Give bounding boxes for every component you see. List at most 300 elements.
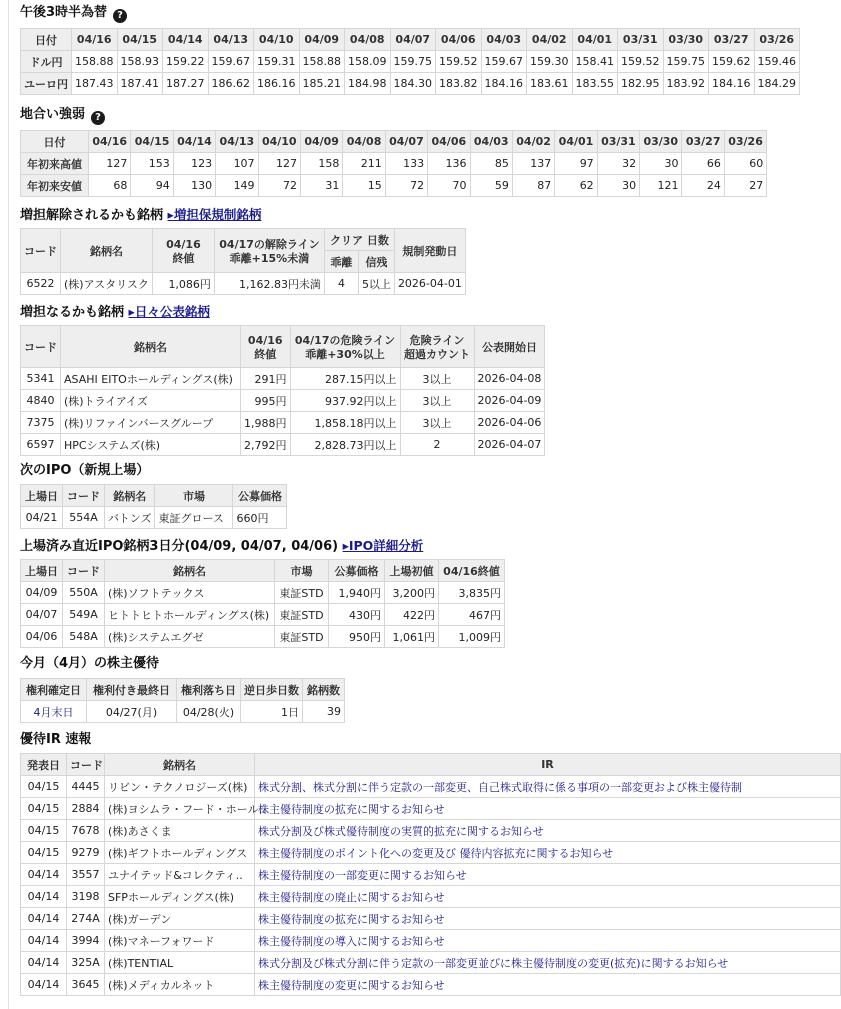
col-code: コード (63, 485, 105, 507)
danger-table (20, 325, 545, 456)
value-cell: 24 (682, 175, 724, 197)
code: 7375 (21, 412, 61, 434)
market: 東証STD (275, 604, 329, 626)
ipo-next-table (20, 484, 287, 529)
col-line-l1: 04/17の危険ライン (294, 333, 396, 347)
table-row (21, 930, 841, 952)
stock-name: ヒトトヒトホールディングス(株) (105, 604, 275, 626)
danger-title-text: 増担なるかも銘柄 (20, 305, 125, 320)
value-cell: 159.22 (163, 51, 209, 73)
value-cell: 211 (343, 153, 385, 175)
date-col: 04/16 (72, 29, 118, 51)
col-price: 公募価格 (233, 485, 287, 507)
col-count-l2: 超過カウント (404, 347, 470, 361)
close: 1,009円 (439, 626, 505, 648)
ir-link[interactable]: 株式分割及び株式優待制度の実質的拡充に関するお知らせ (258, 824, 544, 838)
value-cell: 158.88 (299, 51, 345, 73)
close: 2,792円 (241, 434, 291, 456)
ipo-recent-link[interactable]: ▸IPO詳細分析 (342, 538, 424, 553)
value-cell: 184.98 (345, 73, 391, 95)
value-cell: 187.27 (163, 73, 209, 95)
close: 1,988円 (241, 412, 291, 434)
danger-table-wrap (20, 325, 545, 456)
date-col: 04/13 (216, 131, 258, 153)
col-count-l1: 危険ライン (409, 333, 465, 347)
value-cell: 184.16 (481, 73, 527, 95)
value-cell: 127 (89, 153, 131, 175)
col-confirm: 権利確定日 (21, 679, 87, 701)
value-cell: 159.52 (618, 51, 664, 73)
market-title (20, 106, 105, 124)
ipo-recent-title (20, 537, 423, 555)
col-market: 市場 (275, 560, 329, 582)
col-close (152, 229, 214, 273)
header-row (21, 131, 767, 153)
value-cell: 153 (131, 153, 173, 175)
stock-name: バトンズ (105, 507, 155, 529)
date: 04/14 (21, 864, 67, 886)
value-cell: 159.67 (481, 51, 527, 73)
date-col: 04/06 (436, 29, 482, 51)
date: 04/14 (21, 952, 67, 974)
stock-name: (株)TENTIAL (105, 952, 255, 974)
col-clear-b: 信残 (358, 251, 394, 273)
stock-name: HPCシステムズ(株) (61, 434, 241, 456)
date: 04/15 (21, 820, 67, 842)
ir[interactable] (255, 974, 841, 996)
ipo-next-section (20, 462, 149, 480)
col-line (290, 326, 400, 368)
danger-line: 2,828.73円以上 (290, 434, 400, 456)
date-col: 03/27 (709, 29, 755, 51)
ir[interactable] (255, 952, 841, 974)
stock-name: ユナイテッド&コレクティ.. (105, 864, 255, 886)
date-col: 04/10 (254, 29, 300, 51)
value-cell: 94 (131, 175, 173, 197)
value-cell: 159.67 (208, 51, 254, 73)
market: 東証グロース (155, 507, 233, 529)
ir-link[interactable]: 株式分割及び株式分割に伴う定款の一部変更並びに株主優待制度の変更(拡充)に関するお知らせ (258, 956, 729, 970)
value-cell: 70 (428, 175, 470, 197)
close: 3,835円 (439, 582, 505, 604)
value-cell: 183.92 (663, 73, 709, 95)
confirm-link[interactable] (21, 701, 87, 723)
col-name: 銘柄名 (61, 326, 241, 368)
table-row (21, 974, 841, 996)
table-row (21, 368, 545, 390)
table-row (21, 886, 841, 908)
ipo-recent-table-wrap (20, 559, 505, 648)
value-cell: 68 (89, 175, 131, 197)
date-col: 04/09 (300, 131, 342, 153)
col-date: 上場日 (21, 560, 63, 582)
date-col: 04/02 (512, 131, 554, 153)
table-row (21, 701, 345, 723)
code: 549A (63, 604, 105, 626)
release-table (20, 228, 466, 295)
price: 950円 (329, 626, 385, 648)
help-icon[interactable]: ? (113, 9, 127, 23)
code: 9279 (67, 842, 105, 864)
col-name: 銘柄名 (61, 229, 153, 273)
code: 548A (63, 626, 105, 648)
row-label: ドル円 (21, 51, 72, 73)
stock-name: (株)アスタリスク (61, 273, 153, 295)
ipo-recent-table (20, 559, 505, 648)
stock-name: (株)ガーデン (105, 908, 255, 930)
release-section (20, 206, 261, 224)
fx-table-wrap (20, 28, 800, 95)
last-date: 04/27(月) (87, 701, 177, 723)
stock-name: ASAHI EITOホールディングス(株) (61, 368, 241, 390)
col-price: 公募価格 (329, 560, 385, 582)
table-row (21, 412, 545, 434)
value-cell: 187.41 (117, 73, 163, 95)
stock-name: SFPホールディングス(株) (105, 886, 255, 908)
value-cell: 60 (724, 153, 766, 175)
ir[interactable] (255, 776, 841, 798)
date-col: 04/08 (343, 131, 385, 153)
date: 04/14 (21, 908, 67, 930)
count: 3以上 (400, 412, 474, 434)
stock-name: (株)ギフトホールディングス (105, 842, 255, 864)
stock-name: (株)ソフトテックス (105, 582, 275, 604)
value-cell: 183.61 (527, 73, 573, 95)
price: 660円 (233, 507, 287, 529)
value-cell: 158.09 (345, 51, 391, 73)
ex-date: 04/28(火) (177, 701, 241, 723)
value-cell: 182.95 (618, 73, 664, 95)
col-ex: 権利落ち日 (177, 679, 241, 701)
date-col: 03/30 (663, 29, 709, 51)
col-code: コード (67, 754, 105, 776)
col-line-l2: 乖離+15%未満 (229, 251, 310, 265)
ir-link[interactable]: 株主優待制度の導入に関するお知らせ (258, 934, 445, 948)
ir[interactable] (255, 930, 841, 952)
stock-name: (株)システムエグゼ (105, 626, 275, 648)
date-col: 04/09 (299, 29, 345, 51)
date-col: 03/31 (597, 131, 639, 153)
value-cell: 184.16 (709, 73, 755, 95)
date-col: 04/10 (258, 131, 300, 153)
stock-name: (株)リファインバースグループ (61, 412, 241, 434)
code: 6522 (21, 273, 61, 295)
col-close (241, 326, 291, 368)
value-cell: 130 (173, 175, 215, 197)
col-clear-a: 乖離 (324, 251, 358, 273)
ir[interactable] (255, 820, 841, 842)
row-label: 年初来高値 (21, 153, 89, 175)
value-cell: 159.30 (527, 51, 573, 73)
release-title (20, 206, 261, 224)
code: 4445 (67, 776, 105, 798)
table-row (21, 908, 841, 930)
code: 274A (67, 908, 105, 930)
ir-link[interactable]: 株主優待制度のポイント化への変更及び 優待内容拡充に関するお知らせ (258, 846, 614, 860)
col-close-l2: 終値 (254, 347, 277, 361)
date: 04/06 (21, 626, 63, 648)
value-cell: 72 (385, 175, 427, 197)
fx-title (20, 4, 127, 22)
value-cell: 159.52 (436, 51, 482, 73)
days: 1日 (241, 701, 303, 723)
table-row (21, 153, 767, 175)
col-start: 公表開始日 (474, 326, 545, 368)
price: 430円 (329, 604, 385, 626)
first-price: 422円 (385, 604, 439, 626)
danger-section (20, 303, 210, 321)
table-row (21, 175, 767, 197)
market: 東証STD (275, 626, 329, 648)
close: 1,086円 (152, 273, 214, 295)
table-row (21, 507, 287, 529)
release-link[interactable]: ▸増担保規制銘柄 (167, 207, 262, 222)
date-col: 04/07 (390, 29, 436, 51)
yutai-month-table (20, 678, 345, 723)
code: 7678 (67, 820, 105, 842)
date-col: 04/13 (208, 29, 254, 51)
market-section (20, 106, 105, 124)
start-date: 2026-04-06 (474, 412, 545, 434)
value-cell: 186.62 (208, 73, 254, 95)
table-row (21, 626, 505, 648)
value-cell: 15 (343, 175, 385, 197)
date-col: 03/26 (724, 131, 766, 153)
ir-link[interactable]: 株主優待制度の拡充に関するお知らせ (258, 802, 445, 816)
col-count (400, 326, 474, 368)
value-cell: 127 (258, 153, 300, 175)
date-col: 04/07 (385, 131, 427, 153)
count: 39 (303, 701, 345, 723)
value-cell: 72 (258, 175, 300, 197)
value-cell: 136 (428, 153, 470, 175)
table-row (21, 273, 466, 295)
code: 554A (63, 507, 105, 529)
value-cell: 59 (470, 175, 512, 197)
table-row (21, 51, 800, 73)
value-cell: 159.62 (709, 51, 755, 73)
start-date: 2026-04-07 (474, 434, 545, 456)
table-row (21, 820, 841, 842)
value-cell: 107 (216, 153, 258, 175)
col-close-l2: 終値 (172, 251, 195, 265)
release-line: 1,162.83円未満 (214, 273, 324, 295)
date: 04/15 (21, 842, 67, 864)
clear-b: 5以上 (358, 273, 394, 295)
date-col: 04/02 (527, 29, 573, 51)
date: 04/21 (21, 507, 63, 529)
ir[interactable] (255, 798, 841, 820)
value-cell: 184.30 (390, 73, 436, 95)
ir[interactable] (255, 864, 841, 886)
start-date: 2026-04-01 (394, 273, 465, 295)
col-close-l1: 04/16 (247, 333, 283, 347)
value-cell: 187.43 (72, 73, 118, 95)
date-col: 04/14 (173, 131, 215, 153)
ir[interactable] (255, 842, 841, 864)
code: 3557 (67, 864, 105, 886)
value-cell: 97 (555, 153, 597, 175)
value-cell: 123 (173, 153, 215, 175)
ir-link[interactable]: 株主優待制度の廃止に関するお知らせ (258, 890, 445, 904)
date: 04/15 (21, 798, 67, 820)
count: 3以上 (400, 368, 474, 390)
yutai-month-title: 今月（4月）の株主優待 (20, 656, 160, 671)
stock-name: (株)メディカルネット (105, 974, 255, 996)
col-days: 逆日歩日数 (241, 679, 303, 701)
header-row (21, 29, 800, 51)
date-col: 04/01 (572, 29, 618, 51)
value-cell: 62 (555, 175, 597, 197)
date-col: 04/14 (163, 29, 209, 51)
code: 550A (63, 582, 105, 604)
danger-line: 287.15円以上 (290, 368, 400, 390)
date-col: 04/15 (131, 131, 173, 153)
table-row (21, 842, 841, 864)
close: 467円 (439, 604, 505, 626)
date-header: 日付 (21, 29, 72, 51)
start-date: 2026-04-09 (474, 390, 545, 412)
col-market: 市場 (155, 485, 233, 507)
yutai-ir-section (20, 731, 91, 749)
start-date: 2026-04-08 (474, 368, 545, 390)
table-row (21, 73, 800, 95)
first-price: 3,200円 (385, 582, 439, 604)
fx-title-text: 午後3時半為替 (20, 5, 108, 20)
col-line-l2: 乖離+30%以上 (305, 347, 385, 361)
date: 04/14 (21, 930, 67, 952)
confirm-link-text[interactable]: 4月末日 (33, 705, 74, 719)
danger-line: 937.92円以上 (290, 390, 400, 412)
help-icon[interactable]: ? (91, 111, 105, 125)
danger-line: 1,858.18円以上 (290, 412, 400, 434)
date-col: 03/31 (618, 29, 664, 51)
col-code: コード (63, 560, 105, 582)
date-col: 04/15 (117, 29, 163, 51)
row-label: ユーロ円 (21, 73, 72, 95)
market-title-text: 地合い強弱 (20, 107, 86, 122)
col-line (214, 229, 324, 273)
table-row (21, 864, 841, 886)
value-cell: 184.29 (754, 73, 800, 95)
col-clear: クリア 日数 (324, 229, 394, 251)
table-row (21, 582, 505, 604)
code: 2884 (67, 798, 105, 820)
ir[interactable] (255, 886, 841, 908)
date-col: 03/30 (640, 131, 682, 153)
date-col: 03/26 (754, 29, 800, 51)
yutai-ir-title: 優待IR 速報 (20, 732, 92, 747)
ipo-next-table-wrap (20, 484, 287, 529)
ir[interactable] (255, 908, 841, 930)
yutai-month-section (20, 655, 159, 673)
col-code: コード (21, 229, 61, 273)
date-col: 04/01 (555, 131, 597, 153)
danger-link[interactable]: ▸日々公表銘柄 (128, 304, 210, 319)
value-cell: 185.21 (299, 73, 345, 95)
value-cell: 30 (597, 175, 639, 197)
col-start: 規制発動日 (394, 229, 465, 273)
ipo-recent-title-text: 上場済み直近IPO銘柄3日分(04/09, 04/07, 04/06) (20, 539, 339, 554)
code: 6597 (21, 434, 61, 456)
col-last: 権利付き最終日 (87, 679, 177, 701)
value-cell: 159.31 (254, 51, 300, 73)
left-border (8, 0, 9, 1009)
col-ir: IR (255, 754, 841, 776)
value-cell: 87 (512, 175, 554, 197)
close: 995円 (241, 390, 291, 412)
date-col: 04/16 (89, 131, 131, 153)
value-cell: 159.75 (390, 51, 436, 73)
stock-name: (株)マネーフォワード (105, 930, 255, 952)
date: 04/14 (21, 886, 67, 908)
col-count: 銘柄数 (303, 679, 345, 701)
date-col: 04/06 (428, 131, 470, 153)
release-table-wrap (20, 228, 466, 295)
date-col: 04/08 (345, 29, 391, 51)
fx-table (20, 28, 800, 95)
col-close-l1: 04/16 (166, 237, 201, 251)
value-cell: 31 (300, 175, 342, 197)
ir-link[interactable]: 株式分割、株式分割に伴う定款の一部変更、自己株式取得に係る事項の一部変更および株主優待制 (258, 780, 742, 794)
ir-link[interactable]: 株主優待制度の拡充に関するお知らせ (258, 912, 445, 926)
stock-name: (株)トライアイズ (61, 390, 241, 412)
table-row (21, 798, 841, 820)
table-row (21, 604, 505, 626)
value-cell: 121 (640, 175, 682, 197)
value-cell: 158.88 (72, 51, 118, 73)
value-cell: 30 (640, 153, 682, 175)
fx-section (20, 4, 127, 22)
col-name: 銘柄名 (105, 560, 275, 582)
market-table (20, 130, 767, 197)
value-cell: 137 (512, 153, 554, 175)
ir-link[interactable]: 株主優待制度の一部変更に関するお知らせ (258, 868, 467, 882)
date: 04/14 (21, 974, 67, 996)
clear-a: 4 (324, 273, 358, 295)
date-col: 03/27 (682, 131, 724, 153)
ir-link[interactable]: 株主優待制度の変更に関するお知らせ (258, 978, 445, 992)
date: 04/09 (21, 582, 63, 604)
code: 325A (67, 952, 105, 974)
col-name: 銘柄名 (105, 754, 255, 776)
yutai-month-table-wrap (20, 678, 345, 723)
yutai-ir-table (20, 753, 841, 996)
market: 東証STD (275, 582, 329, 604)
first-price: 1,061円 (385, 626, 439, 648)
col-line-l1: 04/17の解除ライン (219, 237, 320, 251)
stock-name: (株)あさくま (105, 820, 255, 842)
value-cell: 27 (724, 175, 766, 197)
code: 3645 (67, 974, 105, 996)
table-row (21, 952, 841, 974)
value-cell: 159.46 (754, 51, 800, 73)
col-close: 04/16終値 (439, 560, 505, 582)
code: 4840 (21, 390, 61, 412)
date: 04/15 (21, 776, 67, 798)
code: 3994 (67, 930, 105, 952)
value-cell: 32 (597, 153, 639, 175)
col-date: 上場日 (21, 485, 63, 507)
code: 3198 (67, 886, 105, 908)
value-cell: 159.75 (663, 51, 709, 73)
value-cell: 186.16 (254, 73, 300, 95)
value-cell: 66 (682, 153, 724, 175)
col-code: コード (21, 326, 61, 368)
value-cell: 183.82 (436, 73, 482, 95)
stock-name: リビン・テクノロジーズ(株) (105, 776, 255, 798)
price: 1,940円 (329, 582, 385, 604)
